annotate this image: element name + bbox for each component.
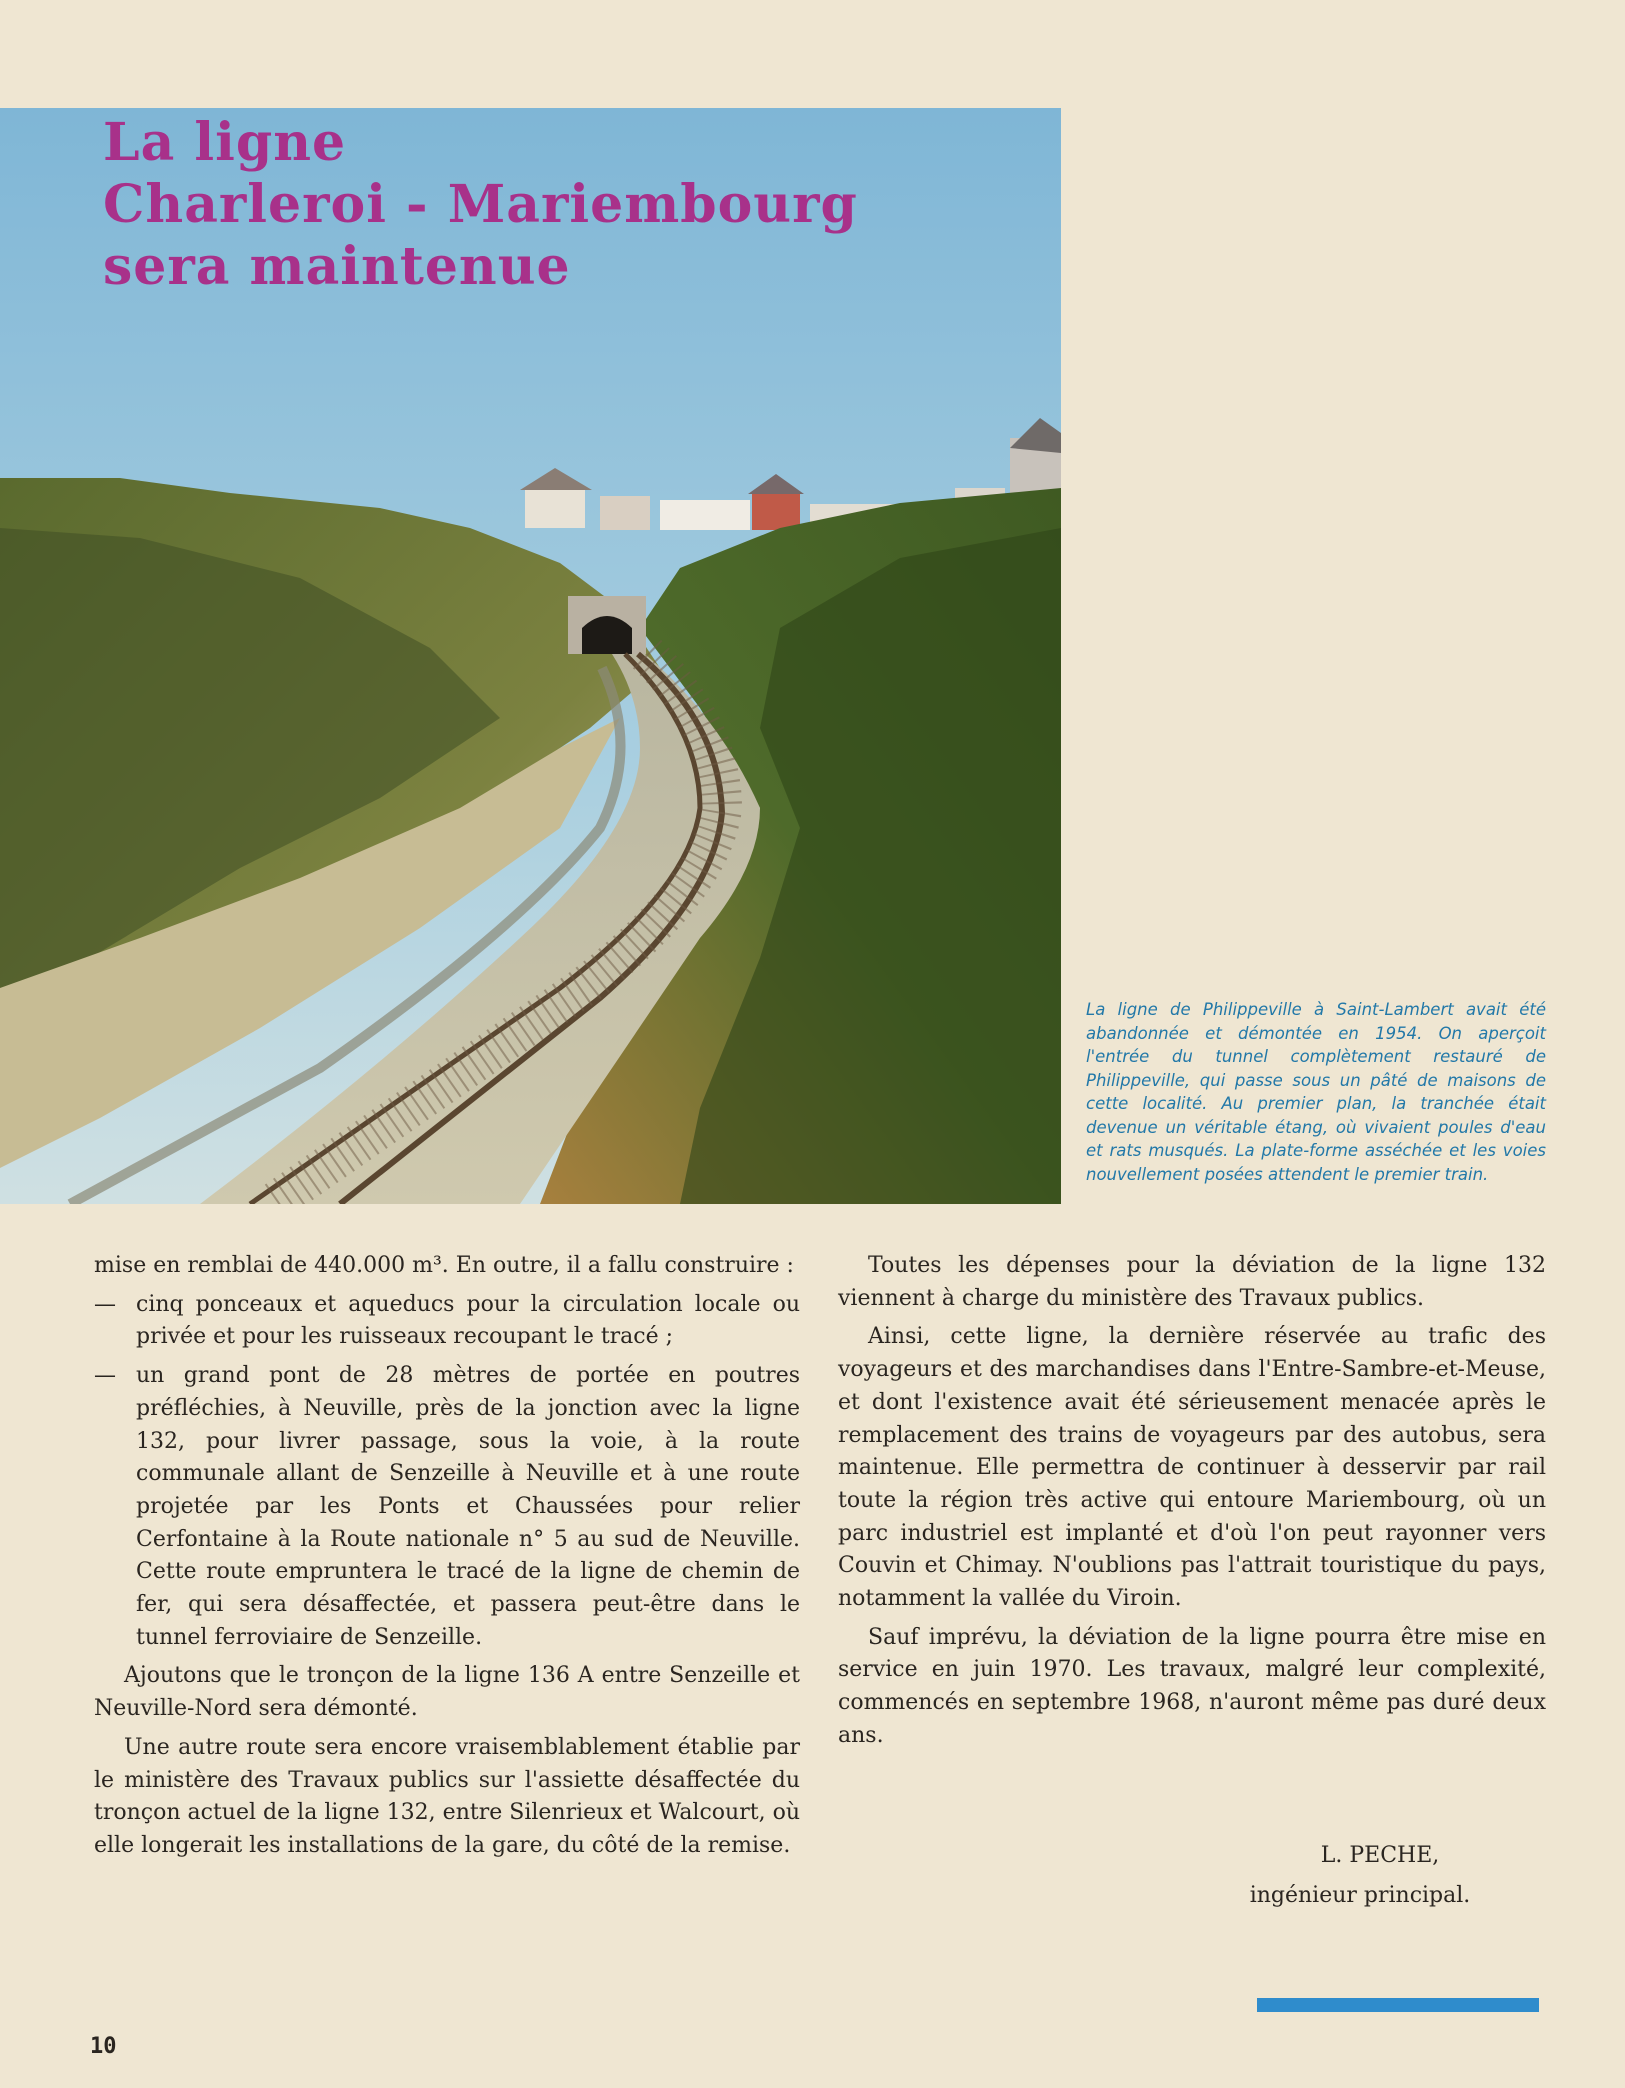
paragraph: Sauf imprévu, la déviation de la ligne pourra être mise en service en juin 1970. Les travaux, malgré leur complexité, commencés en septembre 1968, n'auront même pas duré deux ans. [838,1624,1546,1748]
list-item [94,1360,800,1654]
list-item-text: cinq ponceaux et aqueducs pour la circulation locale ou privée et pour les ruisseaux recoupant le tracé ; [136,1291,800,1350]
title-line-1: La ligne [103,112,347,173]
right-text-column [838,1250,1546,1759]
author-signature [1180,1836,1540,1916]
tunnel-portal [568,596,646,654]
decorative-blue-bar [1257,1998,1539,2012]
title-line-2: Charleroi - Mariembourg [103,174,858,235]
author-name: L. PECHE, [1320,1843,1440,1868]
page-number: 10 [90,2034,117,2059]
paragraph: Une autre route sera encore vraisemblablement établie par le ministère des Travaux publics sur l'assiette désaffectée du tronçon actuel de la ligne 132, entre Silenrieux et Walcourt, où elle longerait les installations de la gare, du côté de la remise. [94,1734,800,1858]
paragraph: Ajoutons que le tronçon de la ligne 136 A entre Senzeille et Neuville-Nord sera démonté. [94,1663,800,1722]
paragraph: Toutes les dépenses pour la déviation de la ligne 132 viennent à charge du ministère des Travaux publics. [838,1253,1546,1311]
photo-caption: La ligne de Philippeville à Saint-Lambert avait été abandonnée et démontée en 1954. On aperçoit l'entrée du tunnel complètement restauré de Philippeville, qui passe sous un pâté de maisons de cette localité. Au premier plan, la tranchée était devenue un véritable étang, où vivaient poules d'eau et rats musqués. La plate-forme asséchée et les voies nouvellement posées attendent le premier train. [1086,1000,1546,1184]
article-title [103,112,858,298]
list-item [94,1289,800,1354]
paragraph: mise en remblai de 440.000 m³. En outre, il a fallu construire : [94,1253,794,1278]
author-role: ingénieur principal. [1249,1883,1471,1908]
dash-marker: — [94,1291,116,1317]
title-line-3: sera maintenue [103,236,571,297]
list-item-text: un grand pont de 28 mètres de portée en poutres préfléchies, à Neuville, près de la jonction avec la ligne 132, pour livrer passage, sous la voie, à la route communale allant de Senzeille à Neuville et à une route projetée par les Ponts et Chaussées pour relier Cerfontaine à la Route nationale n° 5 au sud de Neuville. Cette route empruntera le tracé de la ligne de chemin de fer, qui sera désaffectée, et passera peut-être dans le tunnel ferroviaire de Senzeille. [136,1363,800,1650]
left-text-column [94,1250,800,1869]
dash-marker: — [94,1363,116,1389]
paragraph: Ainsi, cette ligne, la dernière réservée au trafic des voyageurs et des marchandises dans l'Entre-Sambre-et-Meuse, et dont l'existence avait été sérieusement menacée après le remplacement des trains de voyageurs par des autobus, sera maintenue. Elle permettra de continuer à desservir par rail toute la région très active qui entoure Mariembourg, où un parc industriel est implanté et d'où l'on peut rayonner vers Couvin et Chimay. N'oublions pas l'attrait touristique du pays, notamment la vallée du Viroin. [838,1324,1546,1612]
